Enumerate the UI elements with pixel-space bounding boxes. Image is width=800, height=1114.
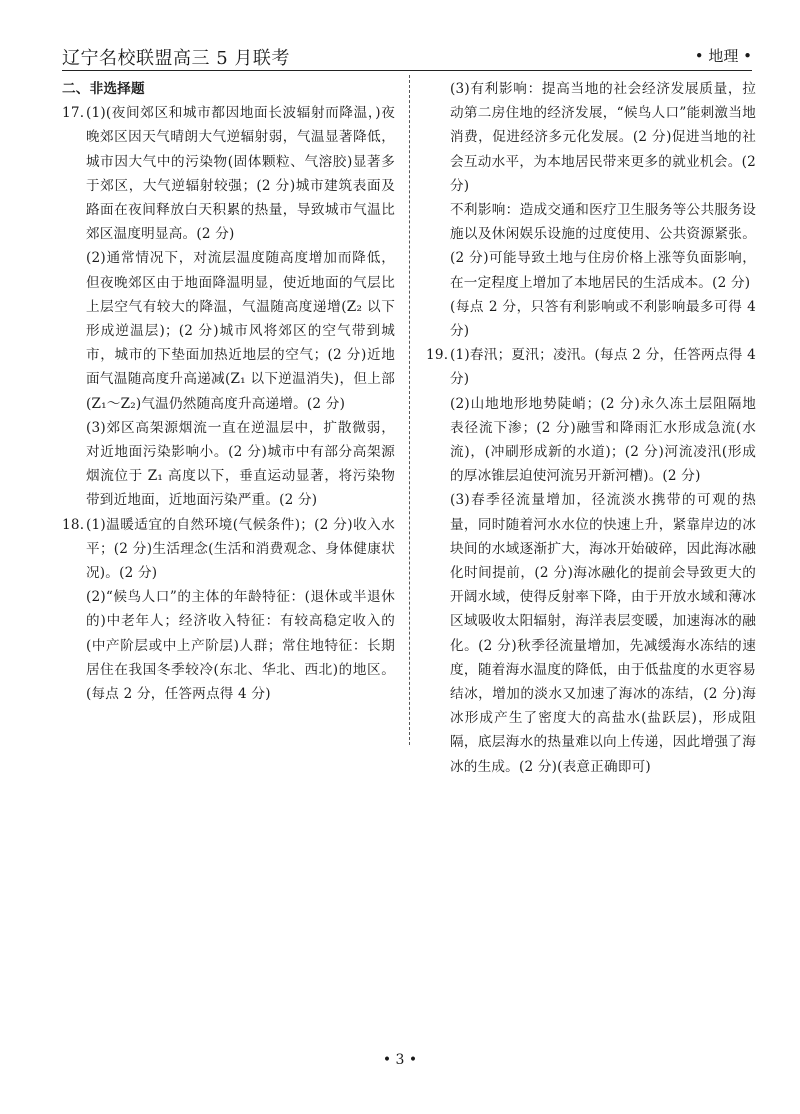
- answer-paragraph: (3)有利影响：提高当地的社会经济发展质量，拉动第二房住地的经济发展，“候鸟人口”能刺激当地消费，促进经济多元化发展。(2 分)促进当地的社会互动水平，为本地居民带来更多的就业机会。(2 分): [450, 81, 756, 194]
- answer-paragraph: (2)山地地形地势陡峭；(2 分)永久冻土层阻隔地表径流下渗；(2 分)融雪和降雨汇水形成急流(水流)，(冲刷形成新的水道)；(2 分)河流凌汛(形成的厚冰锥层迫使河流另开新河槽)。(2 分): [450, 395, 756, 485]
- page-number: • 3 •: [382, 1052, 418, 1068]
- scoring-note: (每点 2 分，只答有利影响或不利影响最多可得 4 分): [450, 298, 756, 340]
- left-column: [62, 77, 395, 706]
- answer-paragraph: (3)郊区高架源烟流一直在逆温层中，扩散微弱，对近地面污染影响小。(2 分)城市中有部分高架源烟流位于 Z₁ 高度以下，垂直运动显著，将污染物带到近地面，近地面污染严重。(2 分): [86, 419, 395, 509]
- question-18: [62, 513, 395, 707]
- question-17: [62, 101, 395, 512]
- right-column: [426, 77, 756, 779]
- answer-paragraph: (2)“候鸟人口”的主体的年龄特征：(退休或半退休的)中老年人；经济收入特征：有较高稳定收入的(中产阶层或中上产阶层)人群；常住地特征：长期居住在我国冬季较冷(东北、华北、西北)的地区。(每点 2 分，任答两点得 4 分): [86, 589, 395, 703]
- question-19: [426, 343, 756, 779]
- answer-paragraph: (1)温暖适宜的自然环境(气候条件)；(2 分)收入水平；(2 分)生活理念(生活和消费观念、身体健康状况)。(2 分): [86, 516, 395, 582]
- section-title: 二、非选择题: [62, 81, 145, 97]
- answer-paragraph: (2)通常情况下，对流层温度随高度增加而降低，但夜晚郊区由于地面降温明显，使近地面的气层比上层空气有较大的降温，气温随高度递增(Z₂ 以下形成逆温层)；(2 分)城市风将郊区的空气带到城市，城市的下垫面加热近地层的空气；(2 分)近地面气温随高度升高递减(Z₁ 以下逆温消失)，但上部(Z₁～Z₂)气温仍然随高度升高递增。(2 分): [86, 250, 395, 412]
- page-header: [62, 40, 752, 71]
- column-divider: [409, 75, 410, 745]
- question-number: 19.: [426, 347, 449, 364]
- answer-paragraph: (1)春汛；夏汛；凌汛。(每点 2 分，任答两点得 4 分): [450, 347, 756, 388]
- subject-label: • 地理 •: [694, 47, 752, 65]
- exam-title: 辽宁名校联盟高三 5 月联考: [62, 48, 290, 69]
- question-number: 18.: [62, 516, 85, 533]
- answer-paragraph: (3)春季径流量增加，径流淡水携带的可观的热量，同时随着河水水位的快速上升，紧靠岸边的冰块间的水域逐渐扩大，海冰开始破碎，因此海冰融化时间提前，(2 分)海冰融化的提前会导致更大的开阔水域，使得反射率下降，由于开放水域和薄冰区域吸收太阳辐射，海洋表层变暖，加速海冰的融化。(2 分)秋季径流量增加，先减缓海水冻结的速度，随着海水温度的降低，由于低盐度的水更容易结冰，增加的淡水又加速了海冰的冻结，(2 分)海冰形成产生了密度大的高盐水(盐跃层)，形成阻隔，底层海水的热量难以向上传递，因此增强了海冰的生成。(2 分)(表意正确即可): [450, 492, 756, 775]
- question-number: 17.: [62, 105, 85, 122]
- answer-paragraph: (1)(夜间郊区和城市都因地面长波辐射而降温，)夜晚郊区因天气晴朗大气逆辐射弱，气温显著降低，城市因大气中的污染物(固体颗粒、气溶胶)显著多于郊区，大气逆辐射较强；(2 分)城市建筑表面及路面在夜间释放白天积累的热量，导致城市气温比郊区温度明显高。(2 分): [86, 105, 395, 243]
- answer-paragraph: 不利影响：造成交通和医疗卫生服务等公共服务设施以及休闲娱乐设施的过度使用、公共资源紧张。(2 分)可能导致土地与住房价格上涨等负面影响，在一定程度上增加了本地居民的生活成本。(2 分): [450, 202, 756, 291]
